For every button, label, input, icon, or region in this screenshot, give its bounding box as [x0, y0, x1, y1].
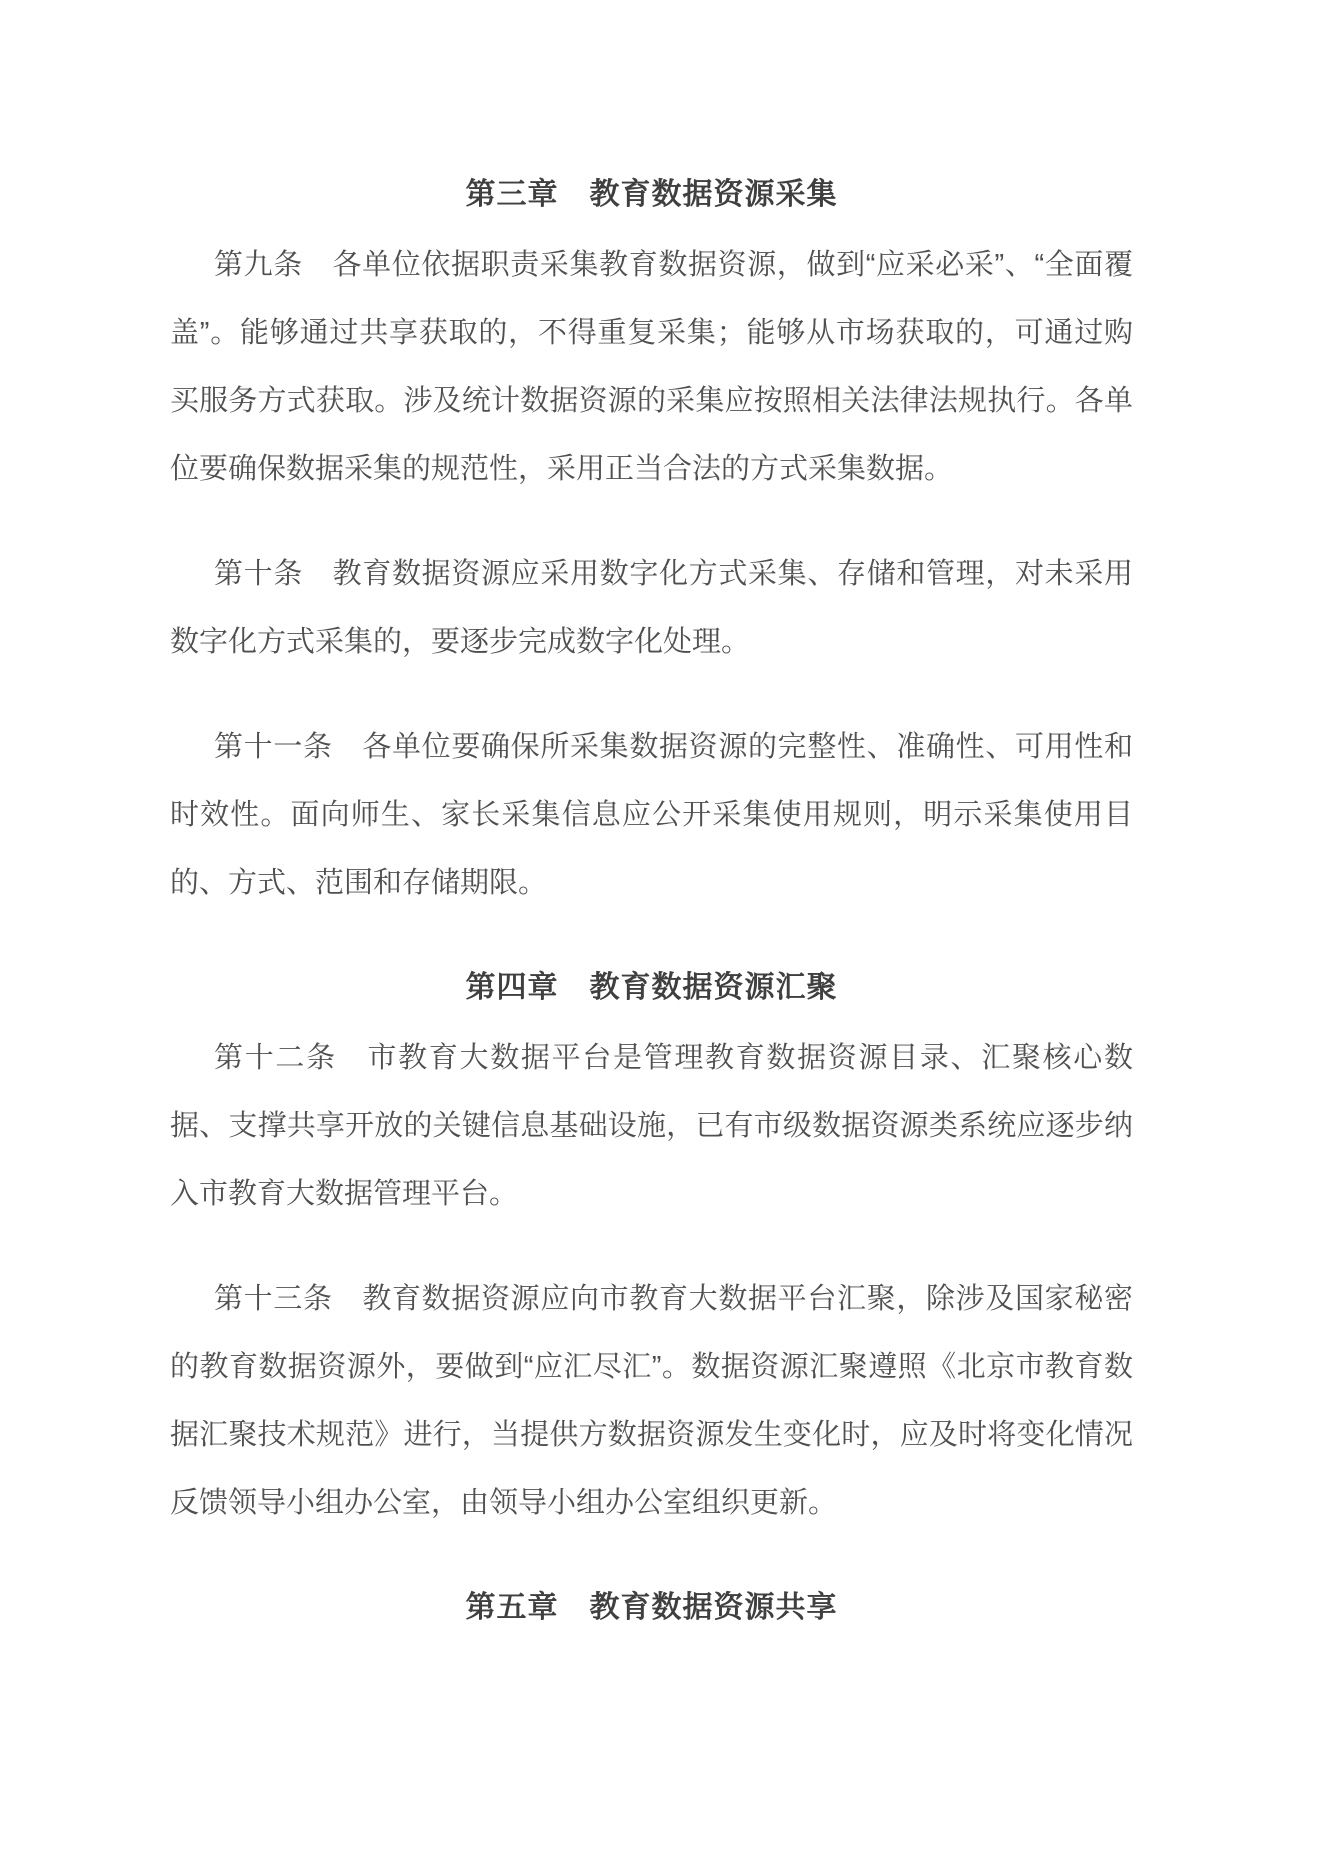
chapter-5-heading: 第五章 教育数据资源共享: [465, 1591, 838, 1624]
article-11-paragraph: 第十一条 各单位要确保所采集数据资源的完整性、准确性、可用性和时效性。面向师生、家长采集信息应公开采集使用规则，明示采集使用目的、方式、范围和存储期限。: [170, 731, 1133, 899]
article-10-paragraph: 第十条 教育数据资源应采用数字化方式采集、存储和管理，对未采用数字化方式采集的，要逐步完成数字化处理。: [170, 558, 1133, 658]
chapter-4-heading: 第四章 教育数据资源汇聚: [465, 971, 838, 1004]
article-13-paragraph: 第十三条 教育数据资源应向市教育大数据平台汇聚，除涉及国家秘密的教育数据资源外，要做到“应汇尽汇”。数据资源汇聚遵照《北京市教育数据汇聚技术规范》进行，当提供方数据资源发生变化时，应及时将变化情况反馈领导小组办公室，由领导小组办公室组织更新。: [170, 1283, 1133, 1519]
article-9-paragraph: 第九条 各单位依据职责采集教育数据资源，做到“应采必采”、“全面覆盖”。能够通过共享获取的，不得重复采集；能够从市场获取的，可通过购买服务方式获取。涉及统计数据资源的采集应按照相关法律法规执行。各单位要确保数据采集的规范性，采用正当合法的方式采集数据。: [170, 249, 1133, 485]
article-12-paragraph: 第十二条 市教育大数据平台是管理教育数据资源目录、汇聚核心数据、支撑共享开放的关键信息基础设施，已有市级数据资源类系统应逐步纳入市教育大数据管理平台。: [170, 1042, 1133, 1210]
chapter-3-heading: 第三章 教育数据资源采集: [465, 178, 838, 211]
